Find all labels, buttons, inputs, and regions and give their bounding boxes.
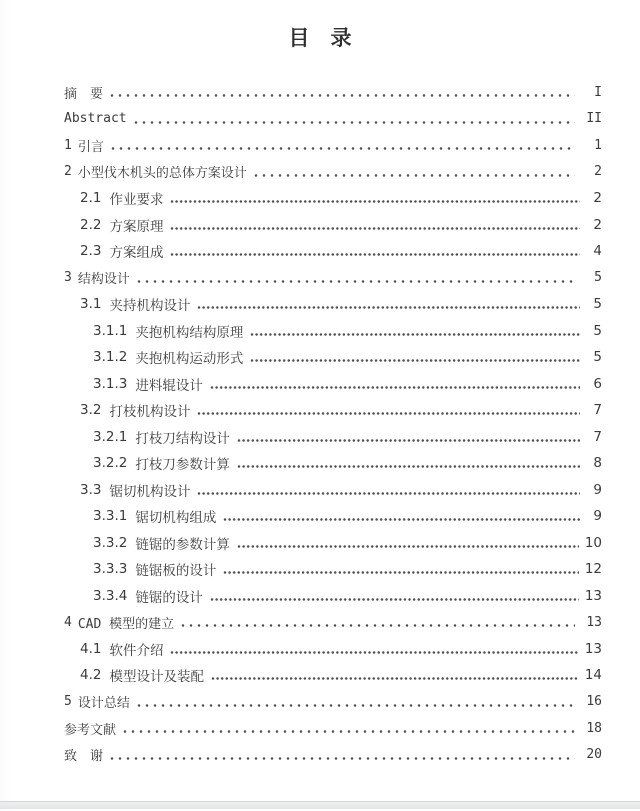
toc-entry[interactable] bbox=[64, 742, 602, 769]
dot-leader-icon bbox=[110, 93, 575, 98]
toc-entry-number: 2.1 bbox=[80, 190, 102, 207]
dot-leader-icon bbox=[111, 146, 575, 151]
toc-entry[interactable] bbox=[64, 662, 602, 689]
toc-entry-number: 2.2 bbox=[80, 216, 102, 233]
toc-entry[interactable] bbox=[64, 265, 602, 292]
toc-entry-page-number: 2 bbox=[593, 216, 602, 233]
dot-leader-icon bbox=[170, 252, 580, 257]
toc-entry-number: 3.1.2 bbox=[93, 349, 128, 366]
toc-entry-number: 4.2 bbox=[80, 667, 102, 684]
toc-entry-page-number: 14 bbox=[584, 667, 602, 684]
toc-entry-number: 3.2 bbox=[80, 402, 102, 419]
toc-entry-page-number: 2 bbox=[593, 190, 602, 207]
toc-entry-number: 3.3.3 bbox=[93, 561, 128, 578]
dot-leader-icon bbox=[237, 544, 579, 549]
toc-entry-page-number: 8 bbox=[593, 455, 602, 472]
page-bottom-edge bbox=[0, 801, 640, 809]
toc-entry-page-number: 20 bbox=[586, 747, 602, 763]
toc-entry-page-number: 13 bbox=[584, 587, 602, 604]
toc-entry-page-number: 5 bbox=[593, 296, 602, 313]
toc-entry[interactable] bbox=[64, 344, 602, 371]
toc-entry-label: 模型设计及装配 bbox=[109, 669, 204, 686]
toc-entry-number: 3.1 bbox=[80, 296, 102, 313]
toc-entry-number: 3.2.2 bbox=[93, 455, 128, 472]
toc-entry-number: 3 bbox=[64, 270, 72, 286]
toc-entry[interactable] bbox=[64, 79, 602, 106]
toc-entry[interactable] bbox=[64, 636, 602, 663]
toc-entry-label: 小型伐木机头的总体方案设计 bbox=[77, 166, 247, 182]
dot-leader-icon bbox=[181, 623, 575, 628]
toc-entry-label: 进料辊设计 bbox=[135, 377, 203, 394]
toc-entry-number: 3.3.2 bbox=[93, 534, 128, 551]
toc-entry[interactable] bbox=[64, 132, 602, 159]
dot-leader-icon bbox=[170, 650, 578, 655]
toc-entry-label: 链锯的参数计算 bbox=[135, 536, 230, 553]
dot-leader-icon bbox=[134, 120, 575, 125]
toc-entry-number: 4 bbox=[64, 614, 72, 630]
toc-entry-label: 参考文献 bbox=[64, 722, 117, 738]
toc-entry[interactable] bbox=[64, 503, 602, 530]
dot-leader-icon bbox=[211, 676, 579, 681]
toc-entry-page-number: 9 bbox=[593, 508, 602, 525]
toc-entry[interactable] bbox=[64, 477, 602, 504]
toc-entry-page-number: 7 bbox=[593, 402, 602, 419]
dot-leader-icon bbox=[223, 570, 578, 575]
toc-entry[interactable] bbox=[64, 185, 602, 212]
toc-entry-label: 方案原理 bbox=[109, 218, 164, 235]
dot-leader-icon bbox=[237, 438, 580, 443]
toc-entry[interactable] bbox=[64, 583, 602, 610]
toc-entry-page-number: 10 bbox=[584, 534, 602, 551]
dot-leader-icon bbox=[110, 756, 575, 761]
toc-entry[interactable] bbox=[64, 318, 602, 345]
toc-entry-label: 夹抱机构运动形式 bbox=[135, 351, 244, 368]
toc-entry-page-number: 9 bbox=[593, 481, 602, 498]
toc-entry[interactable] bbox=[64, 556, 602, 583]
toc-entry-number: 2 bbox=[64, 164, 72, 180]
toc-entry-page-number: 5 bbox=[593, 349, 602, 366]
toc-entry-label: 方案组成 bbox=[109, 245, 164, 262]
toc-entry-number: 1 bbox=[64, 137, 72, 153]
toc-entry-label: 锯切机构设计 bbox=[109, 483, 191, 500]
toc-entry-page-number: 2 bbox=[594, 164, 602, 180]
toc-entry-page-number: 13 bbox=[586, 614, 602, 630]
toc-entry-page-number: 12 bbox=[584, 561, 602, 578]
toc-entry-page-number: 6 bbox=[593, 375, 602, 392]
toc-entry-label: 作业要求 bbox=[109, 192, 164, 209]
toc-entry[interactable] bbox=[64, 424, 602, 451]
dot-leader-icon bbox=[197, 411, 580, 416]
toc-entry-label: 设计总结 bbox=[77, 696, 130, 712]
toc-entry-page-number: 4 bbox=[593, 243, 602, 260]
toc-entry-label: 摘 要 bbox=[64, 86, 104, 102]
toc-entry[interactable] bbox=[64, 371, 602, 398]
toc-entry-number: 4.1 bbox=[80, 640, 102, 657]
toc-entry-number: 5 bbox=[64, 694, 72, 710]
toc-entry-label: 结构设计 bbox=[77, 272, 130, 288]
dot-leader-icon bbox=[170, 226, 580, 231]
toc-entry-number: 3.3.4 bbox=[93, 587, 128, 604]
toc-entry-page-number: II bbox=[586, 111, 602, 127]
toc-entry-page-number: 13 bbox=[584, 640, 602, 657]
toc-entry-page-number: 16 bbox=[586, 694, 602, 710]
toc-entry[interactable] bbox=[64, 530, 602, 557]
toc-entry-label: 夹抱机构结构原理 bbox=[135, 324, 244, 341]
dot-leader-icon bbox=[210, 385, 580, 390]
toc-entry-number: 3.1.3 bbox=[93, 375, 128, 392]
page-title: 目 录 bbox=[288, 26, 352, 50]
dot-leader-icon bbox=[250, 332, 580, 337]
toc-entry-page-number: 5 bbox=[593, 322, 602, 339]
dot-leader-icon bbox=[170, 199, 580, 204]
toc-entry-page-number: 7 bbox=[593, 428, 602, 445]
toc-entry-label: 锯切机构组成 bbox=[135, 510, 217, 527]
toc-entry-page-number: I bbox=[594, 84, 602, 100]
dot-leader-icon bbox=[250, 358, 580, 363]
dot-leader-icon bbox=[137, 279, 575, 284]
toc-entry-number: 3.3 bbox=[80, 481, 102, 498]
toc-entry-number: 3.1.1 bbox=[93, 322, 128, 339]
toc-entry-page-number: 5 bbox=[594, 270, 602, 286]
toc-entry-label: Abstract bbox=[64, 111, 127, 127]
dot-leader-icon bbox=[254, 173, 575, 178]
toc-entry-label: 夹持机构设计 bbox=[109, 298, 191, 315]
toc-entry-label: 引言 bbox=[77, 139, 104, 155]
toc-entry[interactable] bbox=[64, 397, 602, 424]
toc-entry-page-number: 18 bbox=[586, 720, 602, 736]
dot-leader-icon bbox=[197, 305, 580, 310]
dot-leader-icon bbox=[210, 597, 579, 602]
toc-entry-label: CAD 模型的建立 bbox=[77, 616, 175, 632]
toc-entry-number: 3.2.1 bbox=[93, 428, 128, 445]
toc-entry-number: 3.3.1 bbox=[93, 508, 128, 525]
dot-leader-icon bbox=[237, 464, 580, 469]
dot-leader-icon bbox=[123, 729, 575, 734]
toc-entry[interactable] bbox=[64, 212, 602, 239]
toc-entry-label: 打枝刀参数计算 bbox=[135, 457, 230, 474]
toc-entry[interactable] bbox=[64, 689, 602, 716]
toc-entry-label: 链锯板的设计 bbox=[135, 563, 217, 580]
toc-entry-page-number: 1 bbox=[594, 137, 602, 153]
toc-entry[interactable] bbox=[64, 609, 602, 636]
dot-leader-icon bbox=[223, 517, 580, 522]
toc-entry[interactable] bbox=[64, 106, 602, 133]
dot-leader-icon bbox=[197, 491, 580, 496]
dot-leader-icon bbox=[137, 703, 575, 708]
toc-entry-label: 软件介绍 bbox=[109, 642, 164, 659]
toc-list bbox=[64, 79, 602, 768]
toc-entry-label: 打枝机构设计 bbox=[109, 404, 191, 421]
toc-entry[interactable] bbox=[64, 715, 602, 742]
toc-entry[interactable] bbox=[64, 291, 602, 318]
toc-entry[interactable] bbox=[64, 450, 602, 477]
toc-entry[interactable] bbox=[64, 159, 602, 186]
toc-entry-number: 2.3 bbox=[80, 243, 102, 260]
toc-entry-label: 链锯的设计 bbox=[135, 589, 203, 606]
toc-entry-label: 致 谢 bbox=[64, 749, 104, 765]
toc-entry-label: 打枝刀结构设计 bbox=[135, 430, 230, 447]
toc-entry[interactable] bbox=[64, 238, 602, 265]
